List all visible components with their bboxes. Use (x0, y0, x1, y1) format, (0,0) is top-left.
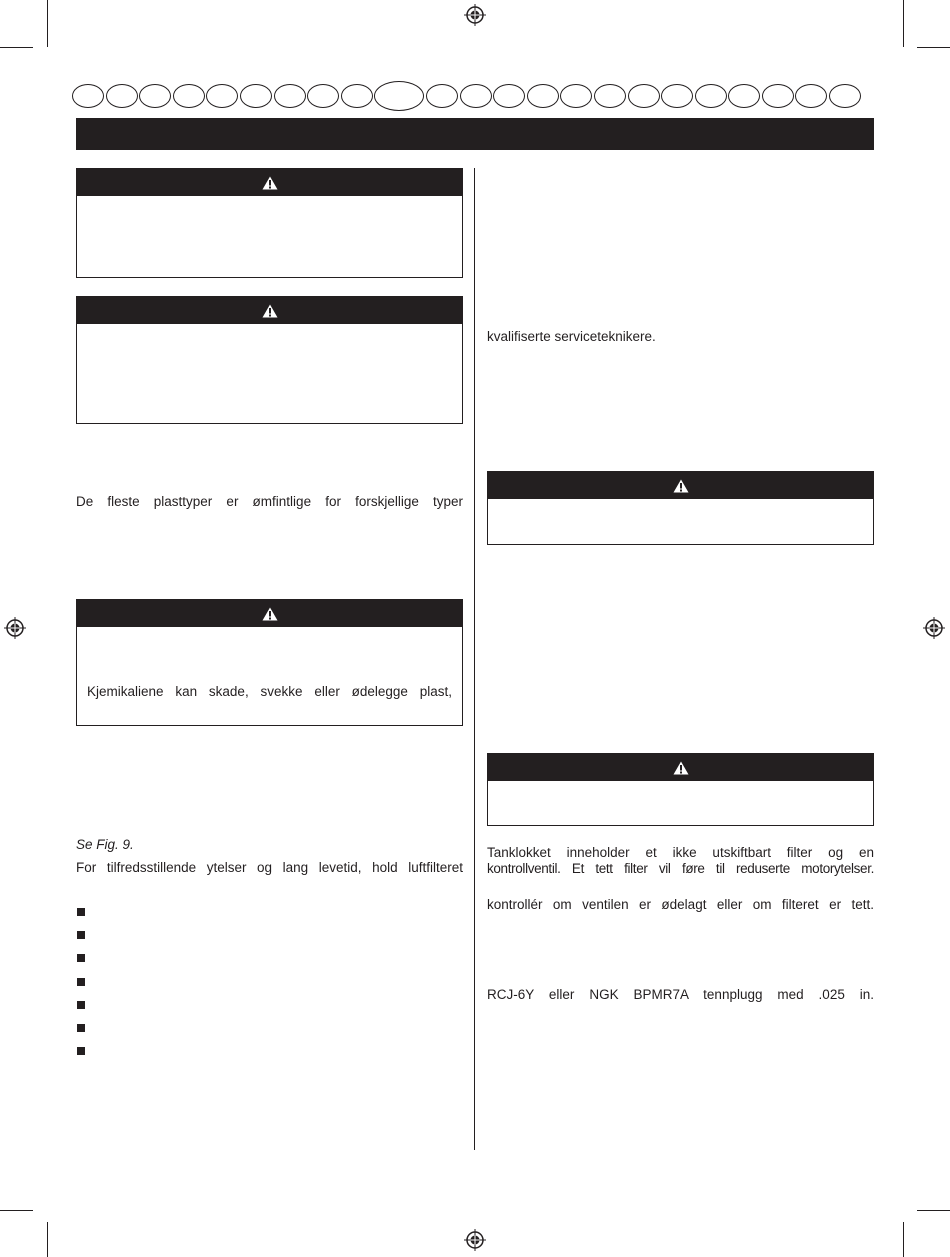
language-tab (560, 84, 592, 108)
paragraph-air-filter: For tilfredsstillende ytelser og lang levetid, hold luftfilteret (76, 860, 463, 875)
paragraph-spark-plug: RCJ-6Y eller NGK BPMR7A tennplugg med .025 in. (487, 987, 874, 1002)
warning-box (76, 296, 463, 424)
warning-triangle-icon (673, 479, 689, 493)
language-tab-active (374, 81, 424, 111)
figure-reference: Se Fig. 9. (76, 837, 134, 852)
paragraph-fuel-cap-line-2: kontrollventil. Et tett filter vil føre til reduserte motorytelser. (487, 861, 874, 876)
warning-triangle-icon (262, 176, 278, 190)
language-tab (762, 84, 794, 108)
registration-mark-icon (923, 617, 945, 639)
crop-mark (0, 1210, 33, 1211)
language-tab (795, 84, 827, 108)
crop-mark (47, 0, 48, 47)
registration-mark-icon (464, 4, 486, 26)
paragraph-fuel-cap-line-1: Tanklokket inneholder et ikke utskiftbart filter og en (487, 845, 874, 860)
language-tab (460, 84, 492, 108)
warning-text: Kjemikaliene kan skade, svekke eller ødelegge plast, (87, 684, 452, 699)
language-tab (206, 84, 238, 108)
language-tab (527, 84, 559, 108)
column-divider (474, 168, 475, 1150)
language-tab (728, 84, 760, 108)
crop-mark (917, 47, 950, 48)
language-tab (139, 84, 171, 108)
warning-box (487, 753, 874, 826)
language-tab (341, 84, 373, 108)
language-selector-row (72, 81, 863, 111)
language-tab (426, 84, 458, 108)
language-tab (661, 84, 693, 108)
list-bullet (77, 1001, 85, 1009)
language-tab (493, 84, 525, 108)
warning-header (488, 472, 873, 499)
list-bullet (77, 931, 85, 939)
warning-triangle-icon (262, 607, 278, 621)
language-tab (594, 84, 626, 108)
warning-triangle-icon (262, 304, 278, 318)
language-tab (307, 84, 339, 108)
language-tab (240, 84, 272, 108)
list-bullet (77, 908, 85, 916)
list-bullet (77, 1024, 85, 1032)
paragraph-service: kvalifiserte serviceteknikere. (487, 329, 656, 344)
language-tab (829, 84, 861, 108)
list-bullet (77, 1047, 85, 1055)
language-tab (173, 84, 205, 108)
language-tab (628, 84, 660, 108)
warning-box (76, 168, 463, 278)
registration-mark-icon (4, 617, 26, 639)
warning-header (77, 297, 462, 324)
language-tab (274, 84, 306, 108)
warning-header (488, 754, 873, 781)
language-tab (106, 84, 138, 108)
crop-mark (917, 1210, 950, 1211)
crop-mark (0, 47, 33, 48)
registration-mark-icon (464, 1229, 486, 1251)
crop-mark (903, 1222, 904, 1257)
paragraph-check-valve: kontrollér om ventilen er ødelagt eller om filteret er tett. (487, 897, 874, 912)
warning-box (487, 471, 874, 545)
warning-header (77, 600, 462, 627)
section-title-bar (76, 118, 874, 150)
paragraph-plastics: De fleste plasttyper er ømfintlige for forskjellige typer (76, 494, 463, 509)
warning-triangle-icon (673, 761, 689, 775)
language-tab (695, 84, 727, 108)
list-bullet (77, 954, 85, 962)
warning-header (77, 169, 462, 196)
language-tab (72, 84, 104, 108)
warning-box (76, 599, 463, 726)
crop-mark (47, 1222, 48, 1257)
crop-mark (903, 0, 904, 47)
list-bullet (77, 978, 85, 986)
